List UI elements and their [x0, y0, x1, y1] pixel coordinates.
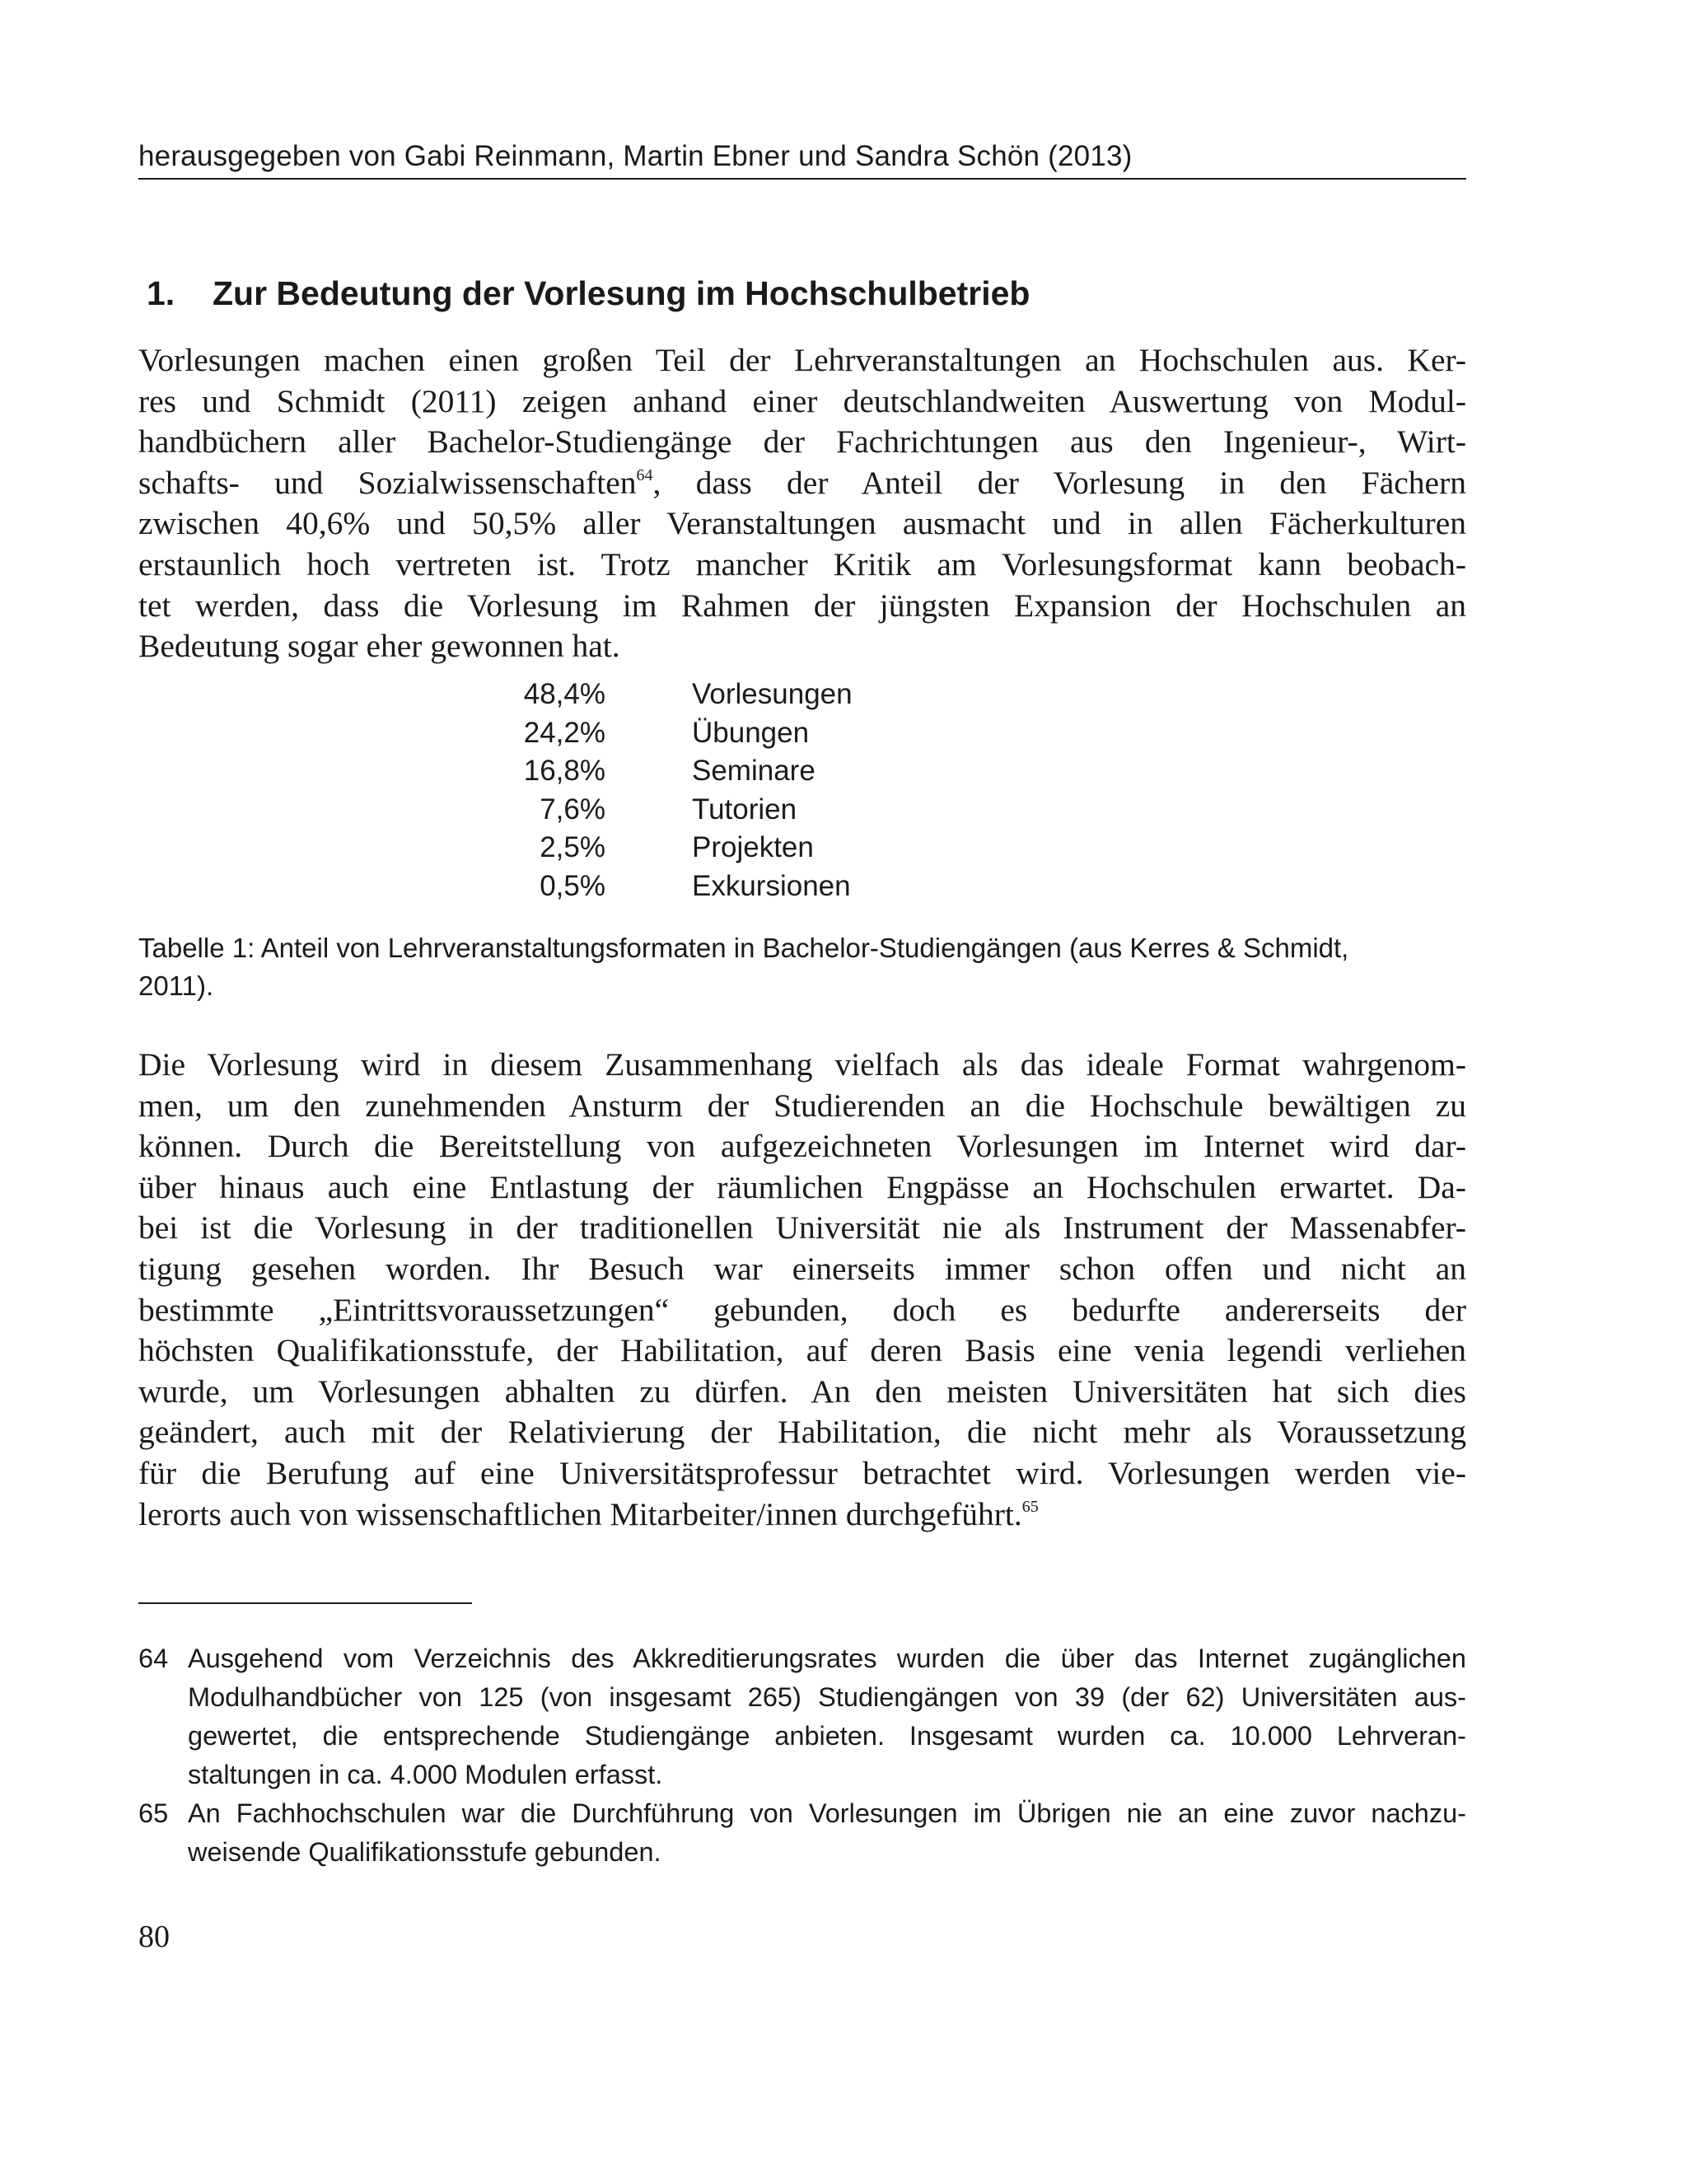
- caption-line: 2011).: [138, 970, 214, 1001]
- table-cell-percent: 24,2%: [523, 716, 605, 749]
- footnote-65: [138, 1794, 1466, 1872]
- footnote-line: Ausgehend vom Verzeichnis des Akkreditierungsrates wurden die über das Internet zugänglichen: [188, 1644, 1466, 1673]
- table-cell-percent: 0,5%: [540, 869, 605, 902]
- footnote-line: Modulhandbücher von 125 (von insgesamt 265) Studiengängen von 39 (der 62) Universitäten aus-: [188, 1682, 1466, 1712]
- table-cell-format: Exkursionen: [692, 869, 851, 902]
- paragraph-line: bei ist die Vorlesung in der traditionellen Universität nie als Instrument der Massenabfer-: [138, 1209, 1466, 1246]
- footnote-reference-65[interactable]: 65: [1021, 1497, 1039, 1516]
- section-heading: [147, 272, 1465, 315]
- paragraph-text: schafts- und Sozialwissenschaften: [138, 464, 637, 501]
- table-row: [494, 868, 988, 906]
- table-cell-format: Tutorien: [692, 793, 797, 825]
- table-cell-percent: 2,5%: [540, 831, 605, 863]
- table-cell-percent: 48,4%: [523, 678, 605, 710]
- table-row: [494, 752, 988, 791]
- paragraph-line: handbüchern aller Bachelor-Studiengänge der Fachrichtungen aus den Ingenieur-, Wirt-: [138, 423, 1466, 461]
- paragraph-line: höchsten Qualifikationsstufe, der Habilitation, auf deren Basis eine venia legendi verliehen: [138, 1332, 1466, 1369]
- footnote-line: weisende Qualifikationsstufe gebunden.: [188, 1837, 661, 1867]
- running-header: herausgegeben von Gabi Reinmann, Martin Ebner und Sandra Schön (2013): [138, 138, 1466, 180]
- footnote-line: staltungen in ca. 4.000 Modulen erfasst.: [188, 1760, 663, 1789]
- paragraph-line: geändert, auch mit der Relativierung der Habilitation, die nicht mehr als Voraussetzung: [138, 1414, 1466, 1451]
- table-cell-format: Projekten: [692, 831, 814, 863]
- paragraph-line: über hinaus auch eine Entlastung der räumlichen Engpässe an Hochschulen erwartet. Da-: [138, 1168, 1466, 1205]
- footnote-64: [138, 1639, 1466, 1794]
- paragraph-line: tet werden, dass die Vorlesung im Rahmen der jüngsten Expansion der Hochschulen an: [138, 587, 1466, 624]
- footnote-reference-64[interactable]: 64: [636, 465, 653, 484]
- paragraph-line: zwischen 40,6% und 50,5% aller Veranstaltungen ausmacht und in allen Fächerkulturen: [138, 505, 1466, 542]
- paragraph-text: , dass der Anteil der Vorlesung in den Fächern: [652, 464, 1466, 501]
- table-row: [494, 829, 988, 868]
- paragraph-line: tigung gesehen worden. Ihr Besuch war einerseits immer schon offen und nicht an: [138, 1250, 1466, 1287]
- section-title: Zur Bedeutung der Vorlesung im Hochschulbetrieb: [213, 274, 1030, 312]
- footnote-line: gewertet, die entsprechende Studiengänge anbieten. Insgesamt wurden ca. 10.000 Lehrveran-: [188, 1721, 1466, 1751]
- table-cell-percent: 7,6%: [540, 793, 605, 825]
- table-cell-format: Übungen: [692, 716, 810, 749]
- caption-line: Tabelle 1: Anteil von Lehrveranstaltungsformaten in Bachelor-Studiengängen (aus Kerres & Schmidt,: [138, 933, 1349, 963]
- paragraph-line-with-footnote: [138, 463, 1466, 504]
- table-row: [494, 791, 988, 830]
- format-share-table: [494, 676, 988, 905]
- paragraph-line: können. Durch die Bereitstellung von aufgezeichneten Vorlesungen im Internet wird dar-: [138, 1128, 1466, 1165]
- paragraph-line-with-footnote: [138, 1494, 1466, 1536]
- paragraph-line: res und Schmidt (2011) zeigen anhand einer deutschlandweiten Auswertung von Modul-: [138, 382, 1466, 419]
- paragraph-line: für die Berufung auf eine Universitätsprofessur betrachtet wird. Vorlesungen werden vie-: [138, 1454, 1466, 1491]
- paragraph-line: Vorlesungen machen einen großen Teil der Lehrveranstaltungen an Hochschulen aus. Ker-: [138, 342, 1466, 378]
- table-row: [494, 676, 988, 714]
- table-cell-percent: 16,8%: [523, 755, 605, 787]
- section-number: 1.: [147, 274, 175, 312]
- footnote-number: 64: [138, 1644, 169, 1673]
- paragraph-line: men, um den zunehmenden Ansturm der Studierenden an die Hochschule bewältigen zu: [138, 1087, 1466, 1124]
- table-caption: [138, 929, 1466, 1005]
- paragraph-line: erstaunlich hoch vertreten ist. Trotz mancher Kritik am Vorlesungsformat kann beobach-: [138, 545, 1466, 582]
- paragraph-text: lerorts auch von wissenschaftlichen Mitarbeiter/innen durchgeführt.: [138, 1495, 1022, 1532]
- paragraph-line: Bedeutung sogar eher gewonnen hat.: [138, 628, 620, 665]
- page-number: 80: [138, 1920, 170, 1954]
- table-row: [494, 714, 988, 753]
- paragraph-2: [138, 1045, 1466, 1535]
- table-cell-format: Vorlesungen: [692, 678, 853, 710]
- footnotes: [138, 1639, 1466, 1872]
- table-cell-format: Seminare: [692, 755, 815, 787]
- paragraph-line: bestimmte „Eintrittsvoraussetzungen“ gebunden, doch es bedurfte andererseits der: [138, 1291, 1466, 1328]
- paragraph-line: Die Vorlesung wird in diesem Zusammenhang vielfach als das ideale Format wahrgenom-: [138, 1046, 1466, 1083]
- paragraph-line: wurde, um Vorlesungen abhalten zu dürfen. An den meisten Universitäten hat sich dies: [138, 1373, 1466, 1410]
- footnote-line: An Fachhochschulen war die Durchführung von Vorlesungen im Übrigen nie an eine zuvor nachzu-: [188, 1798, 1466, 1828]
- footnote-separator: [138, 1602, 472, 1604]
- paragraph-1: [138, 340, 1466, 667]
- footnote-number: 65: [138, 1798, 169, 1828]
